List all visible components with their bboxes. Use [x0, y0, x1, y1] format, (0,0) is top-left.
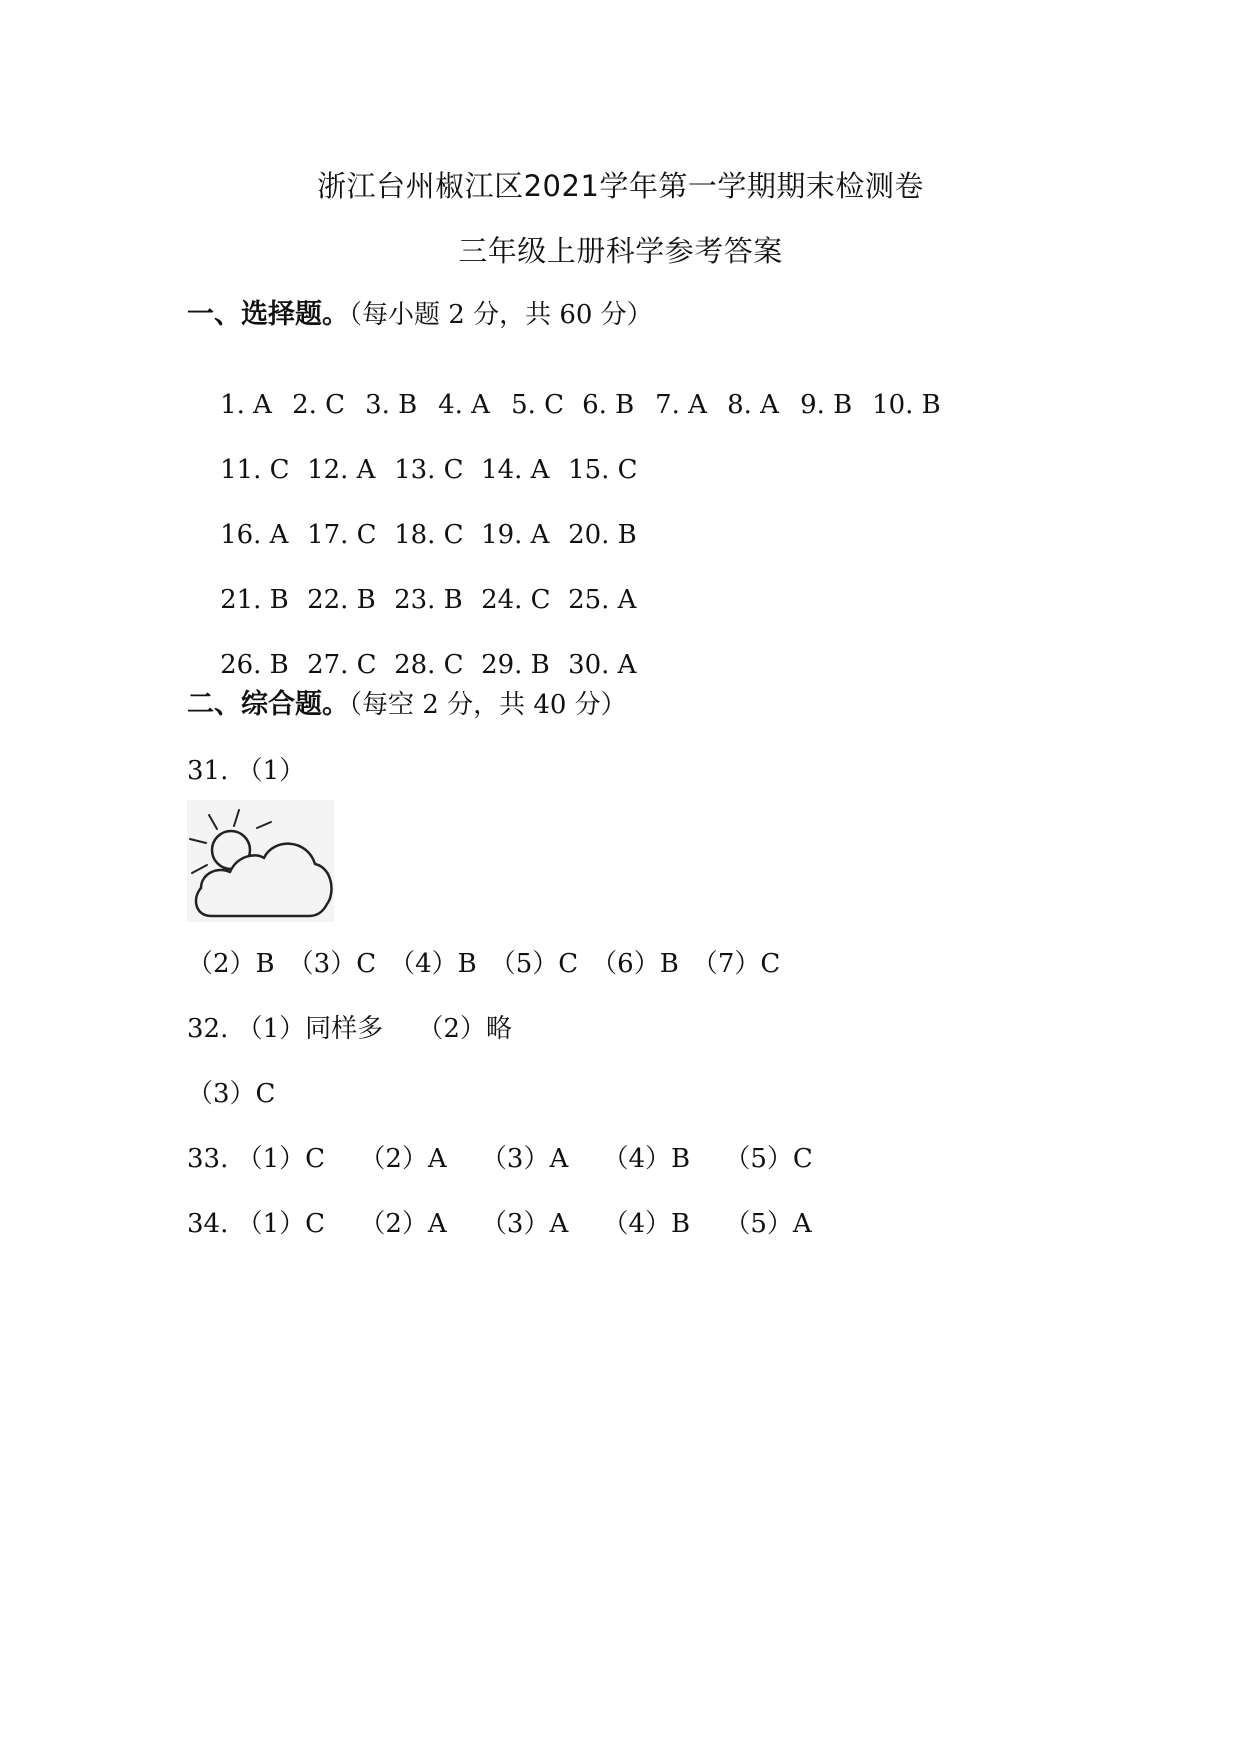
- answer-item: 18. C: [394, 520, 464, 550]
- answer-item: 11. C: [220, 455, 290, 485]
- answer-item: 3. B: [365, 390, 418, 420]
- answer-item: 30. A: [568, 650, 637, 680]
- answer-item: 8. A: [727, 390, 779, 420]
- answer-item: 5. C: [511, 390, 565, 420]
- answer-item: 12. A: [307, 455, 376, 485]
- answer-item: 19. A: [481, 520, 550, 550]
- section-1-title: 一、选择题。: [187, 299, 349, 330]
- section-2-title: 二、综合题。: [187, 689, 349, 720]
- answer-item: 24. C: [481, 585, 551, 615]
- q31-answers: （2）B （3）C （4）B （5）C （6）B （7）C: [187, 949, 781, 979]
- section-2-scoring-note: （每空 2 分，共 40 分）: [349, 690, 627, 720]
- partly-cloudy-icon: [187, 800, 334, 922]
- q32-answers-line-2: （3）C: [187, 1079, 276, 1109]
- answer-item: 13. C: [394, 455, 464, 485]
- answer-item: 22. B: [307, 585, 376, 615]
- document-title: 浙江台州椒江区2021学年第一学期期末检测卷: [317, 169, 924, 203]
- answer-item: 9. B: [800, 390, 853, 420]
- answer-item: 10. B: [872, 390, 941, 420]
- section-1-scoring-note: （每小题 2 分，共 60 分）: [349, 300, 653, 330]
- answer-item: 1. A: [220, 390, 272, 420]
- section-1-heading: [187, 292, 653, 331]
- answer-item: 15. C: [568, 455, 638, 485]
- answer-item: 14. A: [481, 455, 550, 485]
- answer-item: 26. B: [220, 650, 289, 680]
- answer-item: 21. B: [220, 585, 289, 615]
- q32-answers-line-1: 32. （1）同样多 （2）略: [187, 1014, 512, 1044]
- answer-item: 6. B: [582, 390, 635, 420]
- answer-item: 27. C: [307, 650, 377, 680]
- q34-answers: 34. （1）C （2）A （3）A （4）B （5）A: [187, 1209, 812, 1239]
- answer-item: 2. C: [292, 390, 346, 420]
- q33-answers: 33. （1）C （2）A （3）A （4）B （5）C: [187, 1144, 813, 1174]
- answer-item: 23. B: [394, 585, 463, 615]
- document-subtitle: 三年级上册科学参考答案: [458, 234, 783, 268]
- q31-intro: 31. （1）: [187, 756, 306, 786]
- answer-item: 28. C: [394, 650, 464, 680]
- answer-item: 25. A: [568, 585, 637, 615]
- answer-item: 29. B: [481, 650, 550, 680]
- answer-item: 17. C: [307, 520, 377, 550]
- section-2-heading: [187, 682, 627, 721]
- answer-item: 20. B: [568, 520, 637, 550]
- answer-item: 16. A: [220, 520, 289, 550]
- answer-item: 7. A: [655, 390, 707, 420]
- answer-item: 4. A: [438, 390, 490, 420]
